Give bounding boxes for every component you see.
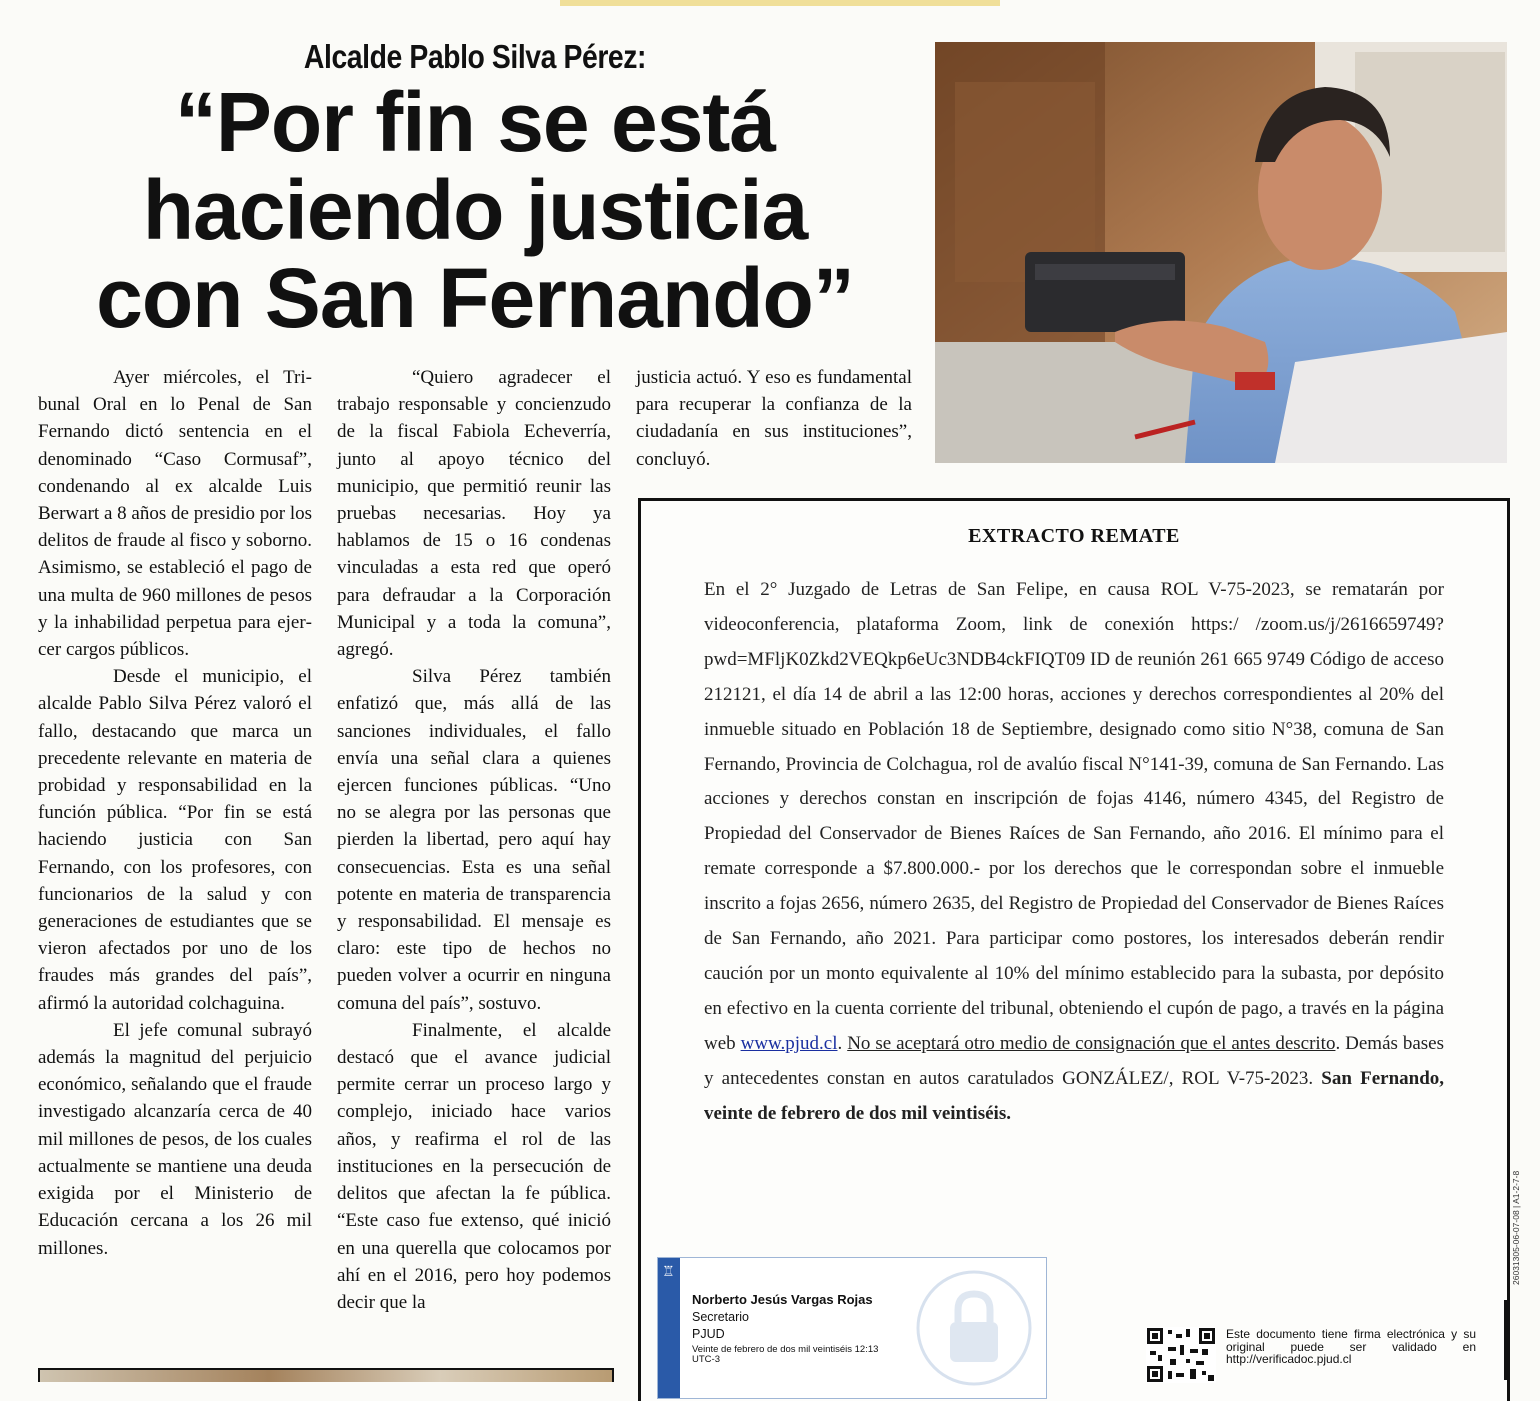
article-kicker: Alcalde Pablo Silva Pérez: (303, 38, 647, 75)
article-column-2 (337, 364, 611, 1316)
headline-line-3: con San Fernando” (96, 251, 854, 345)
qr-code[interactable] (1146, 1327, 1216, 1383)
headline-line-1: “Por fin se está (174, 75, 776, 169)
notice-underlined-text: No se aceptará otro medio de consignación que el antes descrito (847, 1032, 1336, 1054)
pjud-link[interactable]: www.pjud.cl (740, 1032, 838, 1054)
col1-paragraph-2: Desde el municipio, el alcalde Pablo Silva Pérez valoró el fallo, destacando que marca un precedente relevante en materia de probidad y responsabilidad en la función pública. “Por fin se está haciendo justicia con San Fernando, con los profesores, con funcionarios de la salud y con generaciones de estudiantes que se vieron afectados por uno de los fraudes más grandes del país”, afirmó la autoridad colchaguina. (38, 666, 312, 1014)
electronic-signature-box (657, 1257, 1047, 1399)
signature-date: Veinte de febrero de dos mil veintiséis 12:13 UTC-3 (692, 1344, 879, 1365)
auction-notice-box (638, 498, 1510, 1401)
notice-title: EXTRACTO REMATE (968, 525, 1180, 547)
signer-role: Secretario (692, 1310, 749, 1324)
notice-body-tail: . Demás bases y antecedentes constan en autos caratulados GONZÁLEZ/, ROL V-75-2023. (704, 1032, 1444, 1089)
notice-body-main: En el 2° Juzgado de Letras de San Felipe, en causa ROL V-75-2023, se rematarán por videoconferencia, plataforma Zoom, link de conexión https:/ /zoom.us/j/2616659749?pwd=MFljK0Zkd2VEQkp6eUc3NDB4ckFIQT09 ID de reunión 261 665 9749 Código de acceso 212121, el día 14 de abril a las 12:00 horas, acciones y derechos correspondientes al 20% del inmueble situado en Población 18 de Septiembre, designado como sitio N°38, comuna de San Fernando, Provincia de Colchagua, rol de avalúo fiscal N°141-39, comuna de San Fernando. Las acciones y derechos constan en inscripción de fojas 4146, número 4345, del Registro de Propiedad del Conservador de Bienes Raíces de San Fernando, año 2016. El mínimo para el remate corresponde a $7.800.000.- por los derechos que le correspondan sobre el inmueble inscrito a fojas 2656, número 2635, del Registro de Propiedad del Conservador de Bienes Raíces de San Fernando, año 2021. Para participar como postores, los interesados deberán rendir caución por un monto equivalente al 10% del mínimo establecido para la subasta, por depósito en efectivo en la cuenta corriente del tribunal, obteniendo el cupón de pago, a través en la página web (704, 579, 1444, 1054)
pjud-logo-icon: ♖ (662, 1264, 675, 1280)
side-code-label: 26031305-06-07-08 | A1-2-7-8 (1511, 1170, 1521, 1285)
col2-paragraph-1: “Quiero agradecer el trabajo responsable y concienzudo de la fiscal Fabiola Echeverría, junto al apoyo técnico del municipio, que permitió reunir las pruebas necesarias. Hoy ya hablamos de 15 o 16 condenas vinculadas a esta red que operó para defraudar a la Corporación Municipal y a toda la comuna”, agregó. (337, 367, 611, 661)
right-edge-bar (1504, 1300, 1507, 1380)
col1-paragraph-3: El jefe comunal subrayó además la magnitud del perjuicio económico, señalando que el fraude investigado alcanzaría cerca de 40 mil millones de pesos, de los cuales actualmente se mantiene una deuda exigida por el Ministerio de Educación cercana a los 26 mil millones. (38, 1019, 312, 1259)
col2-paragraph-3: Finalmente, el alcalde destacó que el avance judicial permite cerrar un proceso largo y complejo, iniciado hace varios años, y reafirma el rol de las instituciones en la persecución de delitos que afectan la fe pública. “Este caso fue extenso, qué inició en una querella que colocamos por ahí en el 2016, pero hoy podemos decir que la (337, 1019, 611, 1313)
article-column-3 (636, 364, 912, 473)
col3-paragraph-1: justicia actuó. Y eso es fundamental para recuperar la confianza de la ciudadanía en sus instituciones”, concluyó. (636, 367, 912, 470)
mayor-photo (935, 42, 1507, 463)
col2-paragraph-2: Silva Pérez también enfatizó que, más allá de las sanciones individuales, el fallo envía una señal clara a quienes ejercen funciones públicas. “Uno no se alegra por las personas que pierden la libertad, pero aquí hay consecuencias. Esta es una señal potente en materia de transparencia y responsabilidad. El mensaje es claro: este tipo de hechos no pueden volver a ocurrir en ninguna comuna del país”, sostuvo. (337, 666, 611, 1014)
headline-line-2: haciendo justicia (142, 163, 808, 257)
article-headline (0, 75, 950, 345)
notice-closing: San Fernando, veinte de febrero de dos mil veintiséis. (704, 1067, 1445, 1124)
article-column-1 (38, 364, 312, 1262)
qr-validation-text: Este documento tiene firma electrónica y su original puede ser validado en http://verificadoc.pjud.cl (1226, 1327, 1476, 1366)
signature-side-bar (658, 1258, 680, 1398)
mayor-photo-illustration (935, 42, 1507, 463)
side-barcode-text (1511, 1125, 1525, 1285)
signer-name: Norberto Jesús Vargas Rojas (692, 1292, 873, 1307)
top-color-strip (560, 0, 1000, 6)
signature-details (692, 1292, 902, 1365)
notice-body: En el 2° Juzgado de Letras de San Felipe, en causa ROL V-75-2023, se rematarán por videoconferencia, plataforma Zoom, link de conexión https:/ /zoom.us/j/2616659749?pwd=MFljK0Zkd2VEQkp6eUc3NDB4ckFIQT09 ID de reunión 261 665 9749 Código de acceso 212121, el día 14 de abril a las 12:00 horas, acciones y derechos correspondientes al 20% del inmueble situado en Población 18 de Septiembre, designado como sitio N°38, comuna de San Fernando, Provincia de Colchagua, rol de avalúo fiscal N°141-39, comuna de San Fernando. Las acciones y derechos constan en inscripción de fojas 4146, número 4345, del Registro de Propiedad del Conservador de Bienes Raíces de San Fernando, año 2016. El mínimo para el remate corresponde a $7.800.000.- por los derechos que le correspondan sobre el inmueble inscrito a fojas 2656, número 2635, del Registro de Propiedad del Conservador de Bienes Raíces de San Fernando, año 2021. Para participar como postores, los interesados deberán rendir caución por un monto equivalente al 10% del mínimo establecido para la subasta, por depósito en efectivo en la cuenta corriente del tribunal, obteniendo el cupón de pago, a través en la página web www.pjud.cl. No se aceptará otro medio de consignación que el antes descrito. Demás bases y antecedentes constan en autos caratulados GONZÁLEZ/, ROL V-75-2023. San Fernando, veinte de febrero de dos mil veintiséis. (704, 579, 1445, 1124)
col1-paragraph-1: Ayer miércoles, el Tribunal Oral en lo Penal de San Fernando dictó sentencia en el denominado “Caso Cormusaf”, condenando al ex alcalde Luis Berwart a 8 años de presidio por los delitos de fraude al fisco y soborno. Asimismo, se estableció el pago de una multa de 960 millones de pesos y la inhabilidad perpetua para ejercer cargos públicos. (38, 367, 312, 661)
lock-icon (914, 1268, 1034, 1388)
signer-org: PJUD (692, 1327, 725, 1341)
